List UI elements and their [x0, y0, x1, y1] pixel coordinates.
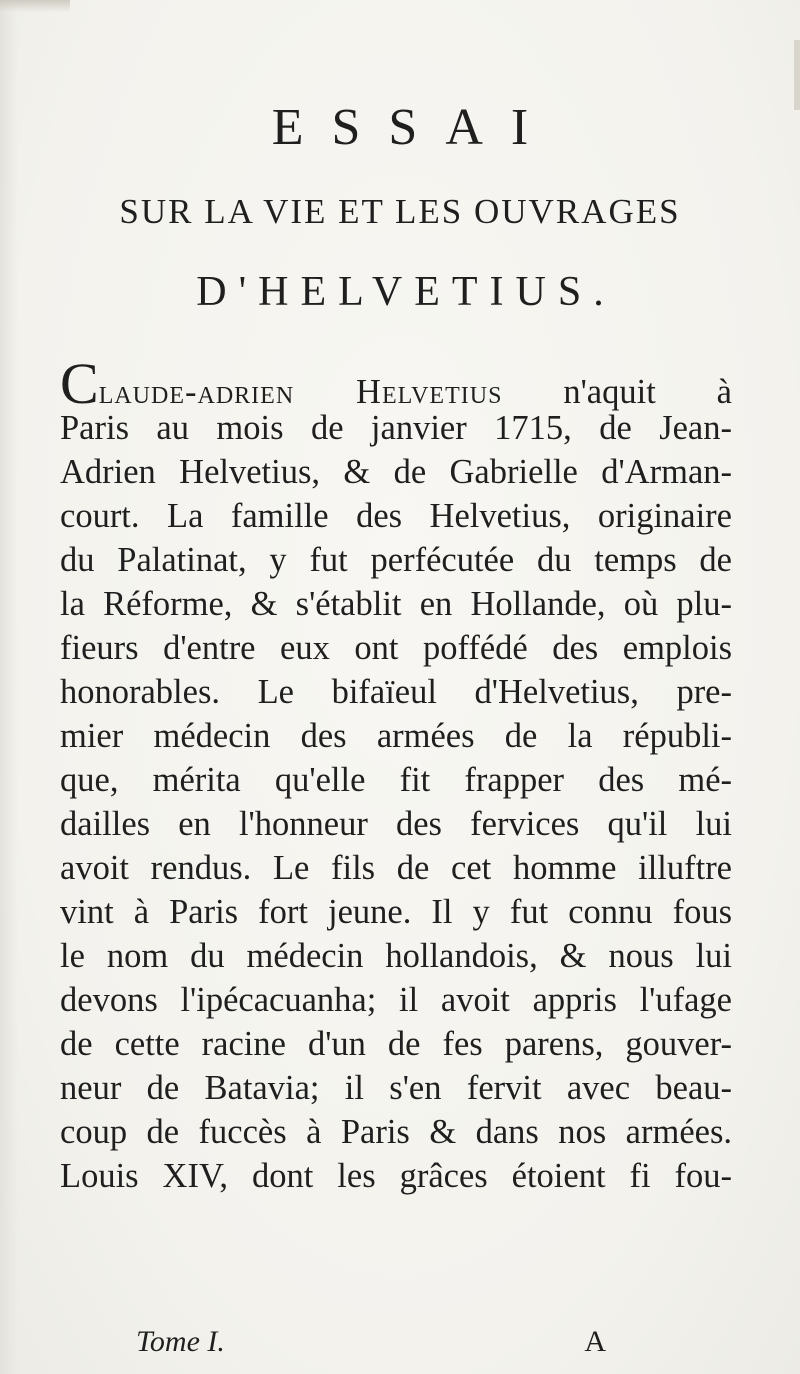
body-line-14: le nom du médecin hollandois, & nous lui	[60, 937, 732, 975]
body-line-2: Paris au mois de janvier 1715, de Jean-	[60, 409, 732, 447]
body-line-1	[60, 351, 732, 416]
body-line-15: devons l'ipécacuanha; il avoit appris l'ufage	[60, 981, 732, 1019]
body-line-9: mier médecin des armées de la républi-	[60, 717, 732, 755]
drop-cap: C	[60, 351, 99, 416]
opening-smallcaps: laude-adrien Helvetius	[98, 373, 503, 411]
body-line-13: vint à Paris fort jeune. Il y fut connu fous	[60, 893, 732, 931]
body-line-5: du Palatinat, y fut perfécutée du temps de	[60, 541, 732, 579]
body-paragraph	[60, 351, 732, 1198]
body-line-12: avoit rendus. Le fils de cet homme illuftre	[60, 849, 732, 887]
signature-mark: A	[584, 1325, 606, 1358]
title-helvetius: D'HELVETIUS.	[196, 269, 616, 315]
body-line-4: court. La famille des Helvetius, originaire	[60, 497, 732, 535]
body-line-8: honorables. Le bifaïeul d'Helvetius, pre-	[60, 673, 732, 711]
body-line-6: la Réforme, & s'établit en Hollande, où plu-	[60, 585, 732, 623]
body-line-1-rest: n'aquit à	[502, 373, 732, 411]
body-line-3: Adrien Helvetius, & de Gabrielle d'Arman-	[60, 453, 732, 491]
body-line-16: de cette racine d'un de fes parens, gouver-	[60, 1025, 732, 1063]
page-corner-stain	[0, 0, 70, 12]
tome-label: Tome I.	[136, 1325, 225, 1358]
body-line-11: dailles en l'honneur des fervices qu'il lui	[60, 805, 732, 843]
body-line-18: coup de fuccès à Paris & dans nos armées.	[60, 1113, 732, 1151]
body-line-10: que, mérita qu'elle fit frapper des mé-	[60, 761, 732, 799]
page-footer	[136, 1325, 606, 1359]
body-line-19: Louis XIV, dont les grâces étoient fi fou-	[60, 1157, 732, 1195]
body-line-7: fieurs d'entre eux ont poffédé des emplois	[60, 629, 732, 667]
title-subtitle: SUR LA VIE ET LES OUVRAGES	[119, 192, 681, 231]
body-line-17: neur de Batavia; il s'en fervit avec beau-	[60, 1069, 732, 1107]
title-essai: ESSAI	[271, 99, 557, 156]
